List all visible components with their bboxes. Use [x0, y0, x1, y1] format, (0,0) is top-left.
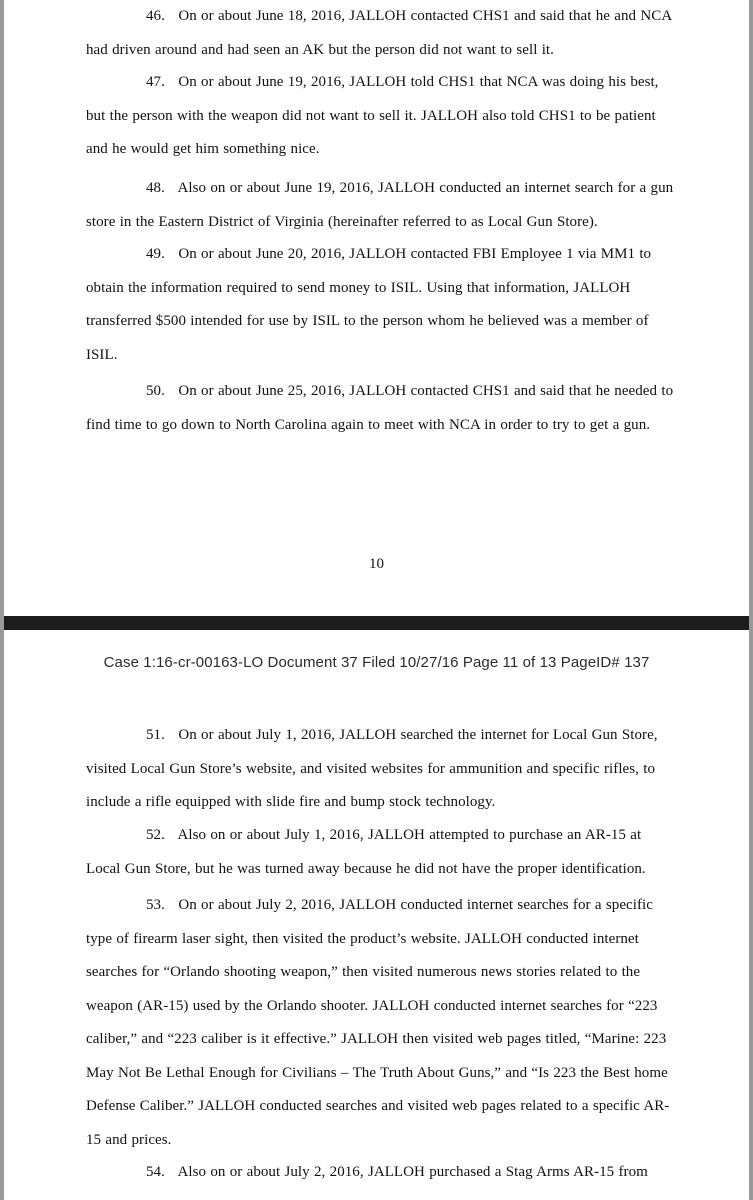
page-11: [0, 630, 753, 1200]
paragraph-number: 50.: [146, 383, 165, 399]
paragraph-number: 53.: [146, 897, 165, 913]
paragraph-52: [86, 819, 678, 886]
paragraph-number: 48.: [146, 180, 165, 196]
paragraph-49: [86, 238, 678, 372]
paragraph-text: On or about July 2, 2016, JALLOH conducted internet searches for a specific type of firearm laser sight, then visited the product’s website. JALLOH conducted internet searches for “Orlando shooting weapon,” then visited numerous news stories related to the weapon (AR-15) used by the Orlando shooter. JALLOH conducted internet searches for “223 caliber,” and “223 caliber is it effective.” JALLOH then visited web pages titled, “Marine: 223 May Not Be Lethal Enough for Civilians – The Truth About Guns,” and “Is 223 the Best home Defense Caliber.” JALLOH conducted searches and visited web pages related to a specific AR-15 and prices.: [86, 897, 670, 1148]
paragraph-text: Also on or about July 1, 2016, JALLOH attempted to purchase an AR-15 at Local Gun Store, but he was turned away because he did not have the proper identification.: [86, 827, 646, 877]
page-number: 10: [369, 556, 384, 572]
paragraph-number: 47.: [146, 74, 165, 90]
paragraph-51: [86, 719, 678, 820]
paragraph-46: [86, 0, 678, 67]
paragraph-text: On or about July 1, 2016, JALLOH searched the internet for Local Gun Store, visited Local Gun Store’s website, and visited websites for ammunition and specific rifles, to include a rifle equipped with slide fire and bump stock technology.: [86, 727, 658, 810]
paragraph-text: Also on or about July 2, 2016, JALLOH purchased a Stag Arms AR-15 from: [177, 1164, 648, 1180]
paragraph-53: [86, 889, 678, 1157]
paragraph-text: On or about June 18, 2016, JALLOH contacted CHS1 and said that he and NCA had driven around and had seen an AK but the person did not want to sell it.: [86, 8, 672, 58]
paragraph-text: Also on or about June 19, 2016, JALLOH conducted an internet search for a gun store in the Eastern District of Virginia (hereinafter referred to as Local Gun Store).: [86, 180, 674, 230]
paragraph-text: On or about June 20, 2016, JALLOH contacted FBI Employee 1 via MM1 to obtain the information required to send money to ISIL. Using that information, JALLOH transferred $500 intended for use by ISIL to the person whom he believed was a member of ISIL.: [86, 246, 652, 363]
left-page-edge: [0, 0, 4, 1200]
paragraph-number: 51.: [146, 727, 165, 743]
paragraph-48: [86, 172, 678, 239]
case-header: Case 1:16-cr-00163-LO Document 37 Filed 10/27/16 Page 11 of 13 PageID# 137: [103, 654, 650, 671]
paragraph-text: On or about June 25, 2016, JALLOH contacted CHS1 and said that he needed to find time to go down to North Carolina again to meet with NCA in order to try to get a gun.: [86, 383, 674, 433]
paragraph-number: 54.: [146, 1164, 165, 1180]
right-page-edge: [749, 0, 753, 1200]
paragraph-50: [86, 375, 678, 442]
page-divider: [0, 616, 753, 630]
paragraph-number: 46.: [146, 8, 165, 24]
paragraph-text: On or about June 19, 2016, JALLOH told CHS1 that NCA was doing his best, but the person with the weapon did not want to sell it. JALLOH also told CHS1 to be patient and he would get him something nice.: [86, 74, 659, 157]
paragraph-number: 52.: [146, 827, 165, 843]
paragraph-54: [86, 1156, 678, 1190]
paragraph-47: [86, 66, 678, 167]
paragraph-number: 49.: [146, 246, 165, 262]
